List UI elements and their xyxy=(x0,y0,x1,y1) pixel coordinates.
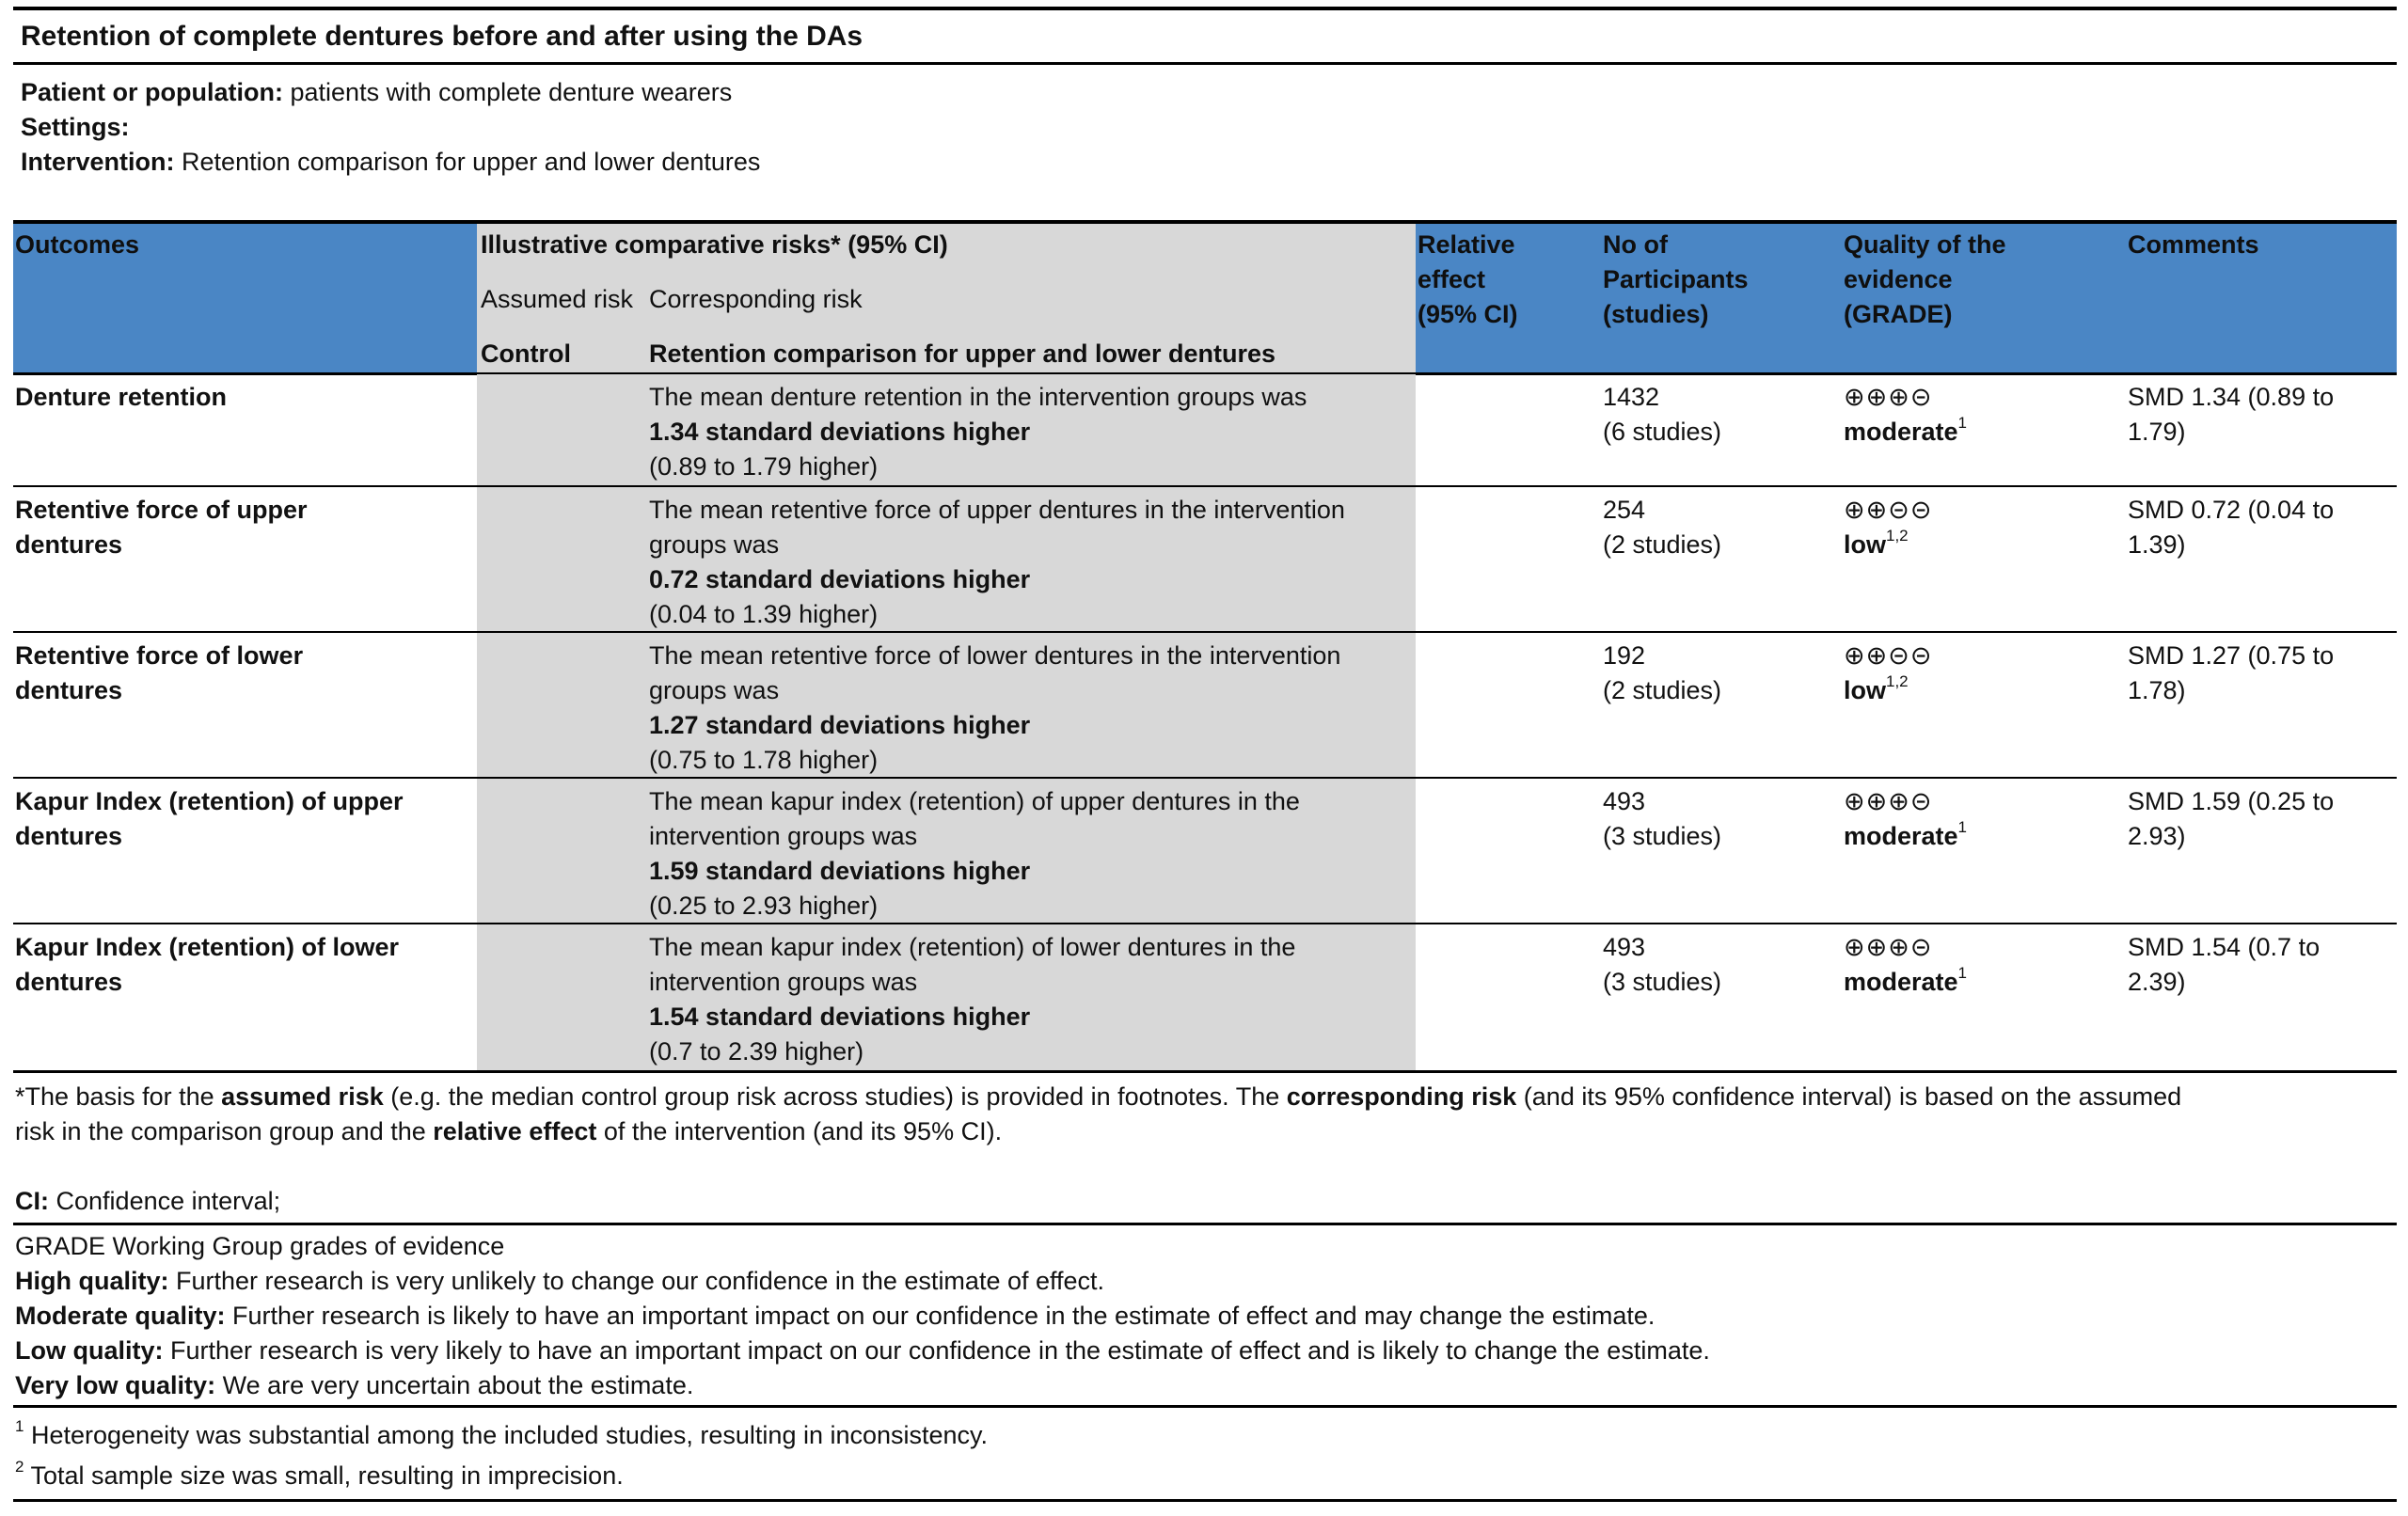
risk-text-line: The mean kapur index (retention) of upper dentures in the xyxy=(649,787,1300,815)
risk-effect-size: 1.34 standard deviations higher xyxy=(649,418,1031,446)
risk-effect-size: 1.54 standard deviations higher xyxy=(649,1003,1031,1031)
comments-cell xyxy=(2128,930,2320,1000)
title-rule xyxy=(13,62,2397,65)
row-divider xyxy=(13,923,2397,924)
header-relative-effect-line: Relative xyxy=(1418,230,1515,259)
comment-line: SMD 0.72 (0.04 to xyxy=(2128,496,2335,524)
risk-text-line: The mean denture retention in the intervention groups was xyxy=(649,383,1307,411)
participants-count: 254 xyxy=(1603,496,1646,524)
header-relative-effect xyxy=(1418,228,1518,332)
studies-count: (2 studies) xyxy=(1603,530,1722,559)
population-label: Patient or population: xyxy=(21,78,283,106)
comment-line: 2.39) xyxy=(2128,968,2186,996)
grade-definition-text: Further research is very unlikely to change our confidence in the estimate of effect. xyxy=(176,1267,1105,1295)
grade-label-line xyxy=(1844,819,1967,854)
outcome-line: Kapur Index (retention) of lower xyxy=(15,933,400,961)
population-value: patients with complete denture wearers xyxy=(290,78,733,106)
risk-effect-size: 1.59 standard deviations higher xyxy=(649,857,1031,885)
grades-heading: GRADE Working Group grades of evidence xyxy=(15,1232,505,1260)
grade-label: moderate xyxy=(1844,822,1958,850)
header-quality xyxy=(1844,228,2006,332)
grade-definition xyxy=(15,1264,1104,1299)
grade-definition-label: Low quality: xyxy=(15,1336,164,1365)
grade-label: low xyxy=(1844,530,1886,559)
risk-text-line: The mean retentive force of upper dentures in the intervention xyxy=(649,496,1345,524)
grade-symbols: ⊕⊕⊕⊝ xyxy=(1844,383,1933,411)
risk-text-line: intervention groups was xyxy=(649,968,918,996)
ci-label: CI: xyxy=(15,1187,49,1215)
grade-definition-label: High quality: xyxy=(15,1267,169,1295)
grade-label: moderate xyxy=(1844,968,1958,996)
footnote-bold-term: assumed risk xyxy=(221,1082,384,1111)
header-relative-effect-line: effect xyxy=(1418,265,1486,293)
comment-line: SMD 1.54 (0.7 to xyxy=(2128,933,2321,961)
footnote-text: *The basis for the xyxy=(15,1082,222,1111)
comments-cell xyxy=(2128,380,2334,450)
quality-cell xyxy=(1844,784,1967,854)
corresponding-risk-cell xyxy=(649,493,1345,632)
grade-footnote-mark: 1 xyxy=(1957,818,1968,836)
header-quality-line: Quality of the xyxy=(1844,230,2006,259)
footnote-bold-term: corresponding risk xyxy=(1286,1082,1517,1111)
grade-footnote-mark: 1 xyxy=(1957,964,1968,982)
ci-value: Confidence interval; xyxy=(55,1187,281,1215)
header-participants xyxy=(1603,228,1749,332)
intervention-line xyxy=(21,145,760,180)
risk-text-line: groups was xyxy=(649,676,780,704)
outcome-cell xyxy=(15,784,404,854)
grade-symbols: ⊕⊕⊕⊝ xyxy=(1844,933,1933,961)
outcome-line: Denture retention xyxy=(15,383,228,411)
comment-line: 1.78) xyxy=(2128,676,2186,704)
risk-confidence-interval: (0.75 to 1.78 higher) xyxy=(649,746,879,774)
risk-effect-size: 0.72 standard deviations higher xyxy=(649,565,1031,593)
row-divider xyxy=(13,485,2397,487)
quality-cell xyxy=(1844,493,1933,562)
risk-text-line: The mean kapur index (retention) of lower dentures in the xyxy=(649,933,1296,961)
header-comparison: Retention comparison for upper and lower dentures xyxy=(649,340,1276,368)
numbered-note xyxy=(15,1418,988,1453)
body-bottom-rule xyxy=(13,1070,2397,1073)
comments-cell xyxy=(2128,639,2334,708)
outcome-line: Retentive force of lower xyxy=(15,641,304,670)
population-line xyxy=(21,75,732,110)
outcome-cell xyxy=(15,380,227,415)
header-relative-effect-line: (95% CI) xyxy=(1418,300,1518,328)
grade-definition-text: Further research is very likely to have an important impact on our confidence in the estimate of effect and is likely to change the estimate. xyxy=(170,1336,1710,1365)
settings-label: Settings: xyxy=(21,113,130,141)
outcome-line: dentures xyxy=(15,530,123,559)
grade-label: low xyxy=(1844,676,1886,704)
grade-definition-label: Moderate quality: xyxy=(15,1302,226,1330)
grade-label: moderate xyxy=(1844,418,1958,446)
outcome-line: dentures xyxy=(15,968,123,996)
participants-cell xyxy=(1603,493,1721,562)
footnote-text: (and its 95% confidence interval) is based on the assumed xyxy=(1516,1082,2182,1111)
grade-symbols: ⊕⊕⊕⊝ xyxy=(1844,787,1933,815)
participants-count: 493 xyxy=(1603,787,1646,815)
corresponding-risk-cell xyxy=(649,784,1300,924)
notes-bottom-rule xyxy=(13,1499,2397,1502)
ci-definition xyxy=(15,1184,280,1219)
basis-footnote-line-1 xyxy=(15,1080,2181,1114)
grade-label-line xyxy=(1844,415,1967,450)
comment-line: SMD 1.59 (0.25 to xyxy=(2128,787,2335,815)
outcome-cell xyxy=(15,493,308,562)
grade-symbols: ⊕⊕⊝⊝ xyxy=(1844,496,1933,524)
header-quality-line: (GRADE) xyxy=(1844,300,1953,328)
header-participants-line: Participants xyxy=(1603,265,1749,293)
risk-effect-size: 1.27 standard deviations higher xyxy=(649,711,1031,739)
comment-line: 1.39) xyxy=(2128,530,2186,559)
risk-confidence-interval: (0.89 to 1.79 higher) xyxy=(649,452,879,481)
grade-definition-text: We are very uncertain about the estimate. xyxy=(222,1371,694,1399)
row-divider xyxy=(13,777,2397,779)
note-mark: 1 xyxy=(15,1417,24,1435)
risk-confidence-interval: (0.04 to 1.39 higher) xyxy=(649,600,879,628)
corresponding-risk-cell xyxy=(649,380,1307,484)
grade-label-line xyxy=(1844,965,1967,1000)
note-mark: 2 xyxy=(15,1458,24,1476)
outcome-cell xyxy=(15,639,303,708)
header-assumed-risk: Assumed risk xyxy=(481,285,634,313)
intervention-label: Intervention: xyxy=(21,148,175,176)
note-text: Total sample size was small, resulting in imprecision. xyxy=(30,1461,624,1490)
grade-footnote-mark: 1,2 xyxy=(1886,527,1909,545)
footnote-text: of the intervention (and its 95% CI). xyxy=(596,1117,1003,1145)
comment-line: 1.79) xyxy=(2128,418,2186,446)
studies-count: (3 studies) xyxy=(1603,968,1722,996)
participants-cell xyxy=(1603,380,1721,450)
grade-label-line xyxy=(1844,673,1933,708)
corresponding-risk-cell xyxy=(649,930,1295,1069)
grade-label-line xyxy=(1844,528,1933,562)
outcome-line: dentures xyxy=(15,676,123,704)
outcome-cell xyxy=(15,930,399,1000)
header-comments: Comments xyxy=(2128,230,2259,259)
header-illustrative-risks: Illustrative comparative risks* (95% CI) xyxy=(481,230,948,259)
comment-line: 2.93) xyxy=(2128,822,2186,850)
row-divider xyxy=(13,631,2397,633)
outcome-line: dentures xyxy=(15,822,123,850)
footnote-text: (e.g. the median control group risk across studies) is provided in footnotes. The xyxy=(383,1082,1287,1111)
grade-definition-label: Very low quality: xyxy=(15,1371,216,1399)
basis-footnote-line-2 xyxy=(15,1114,1002,1149)
comments-cell xyxy=(2128,493,2334,562)
participants-cell xyxy=(1603,639,1721,708)
intervention-value: Retention comparison for upper and lower dentures xyxy=(182,148,761,176)
top-rule xyxy=(13,7,2397,10)
settings-line xyxy=(21,110,130,145)
grade-symbols: ⊕⊕⊝⊝ xyxy=(1844,641,1933,670)
corresponding-risk-cell xyxy=(649,639,1340,778)
quality-cell xyxy=(1844,639,1933,708)
risk-text-line: groups was xyxy=(649,530,780,559)
grade-footnote-mark: 1 xyxy=(1957,414,1968,432)
table-title: Retention of complete dentures before and after using the DAs xyxy=(21,21,863,52)
participants-cell xyxy=(1603,784,1721,854)
grade-definition xyxy=(15,1334,1710,1368)
studies-count: (2 studies) xyxy=(1603,676,1722,704)
grade-definition-text: Further research is likely to have an important impact on our confidence in the estimate of effect and may change the estimate. xyxy=(232,1302,1656,1330)
comments-cell xyxy=(2128,784,2334,854)
header-corresponding-risk: Corresponding risk xyxy=(649,285,863,313)
risk-confidence-interval: (0.25 to 2.93 higher) xyxy=(649,892,879,920)
participants-count: 1432 xyxy=(1603,383,1660,411)
header-control: Control xyxy=(481,340,571,368)
quality-cell xyxy=(1844,380,1967,450)
comment-line: SMD 1.27 (0.75 to xyxy=(2128,641,2335,670)
studies-count: (6 studies) xyxy=(1603,418,1722,446)
risk-confidence-interval: (0.7 to 2.39 higher) xyxy=(649,1037,864,1066)
studies-count: (3 studies) xyxy=(1603,822,1722,850)
header-quality-line: evidence xyxy=(1844,265,1953,293)
grade-footnote-mark: 1,2 xyxy=(1886,672,1909,690)
note-text: Heterogeneity was substantial among the included studies, resulting in inconsistency. xyxy=(30,1421,989,1449)
header-outcomes: Outcomes xyxy=(15,230,140,259)
comment-line: SMD 1.34 (0.89 to xyxy=(2128,383,2335,411)
numbered-note xyxy=(15,1459,624,1493)
participants-count: 493 xyxy=(1603,933,1646,961)
outcome-line: Retentive force of upper xyxy=(15,496,308,524)
participants-cell xyxy=(1603,930,1721,1000)
quality-cell xyxy=(1844,930,1967,1000)
notes-top-rule xyxy=(13,1405,2397,1408)
header-participants-line: No of xyxy=(1603,230,1668,259)
footnote-bold-term: relative effect xyxy=(433,1117,597,1145)
grades-top-rule xyxy=(13,1223,2397,1225)
header-participants-line: (studies) xyxy=(1603,300,1709,328)
grade-definition xyxy=(15,1299,1655,1334)
grade-definition xyxy=(15,1368,693,1403)
footnote-text: risk in the comparison group and the xyxy=(15,1117,434,1145)
participants-count: 192 xyxy=(1603,641,1646,670)
risk-text-line: intervention groups was xyxy=(649,822,918,850)
risk-text-line: The mean retentive force of lower dentures in the intervention xyxy=(649,641,1341,670)
outcome-line: Kapur Index (retention) of upper xyxy=(15,787,404,815)
